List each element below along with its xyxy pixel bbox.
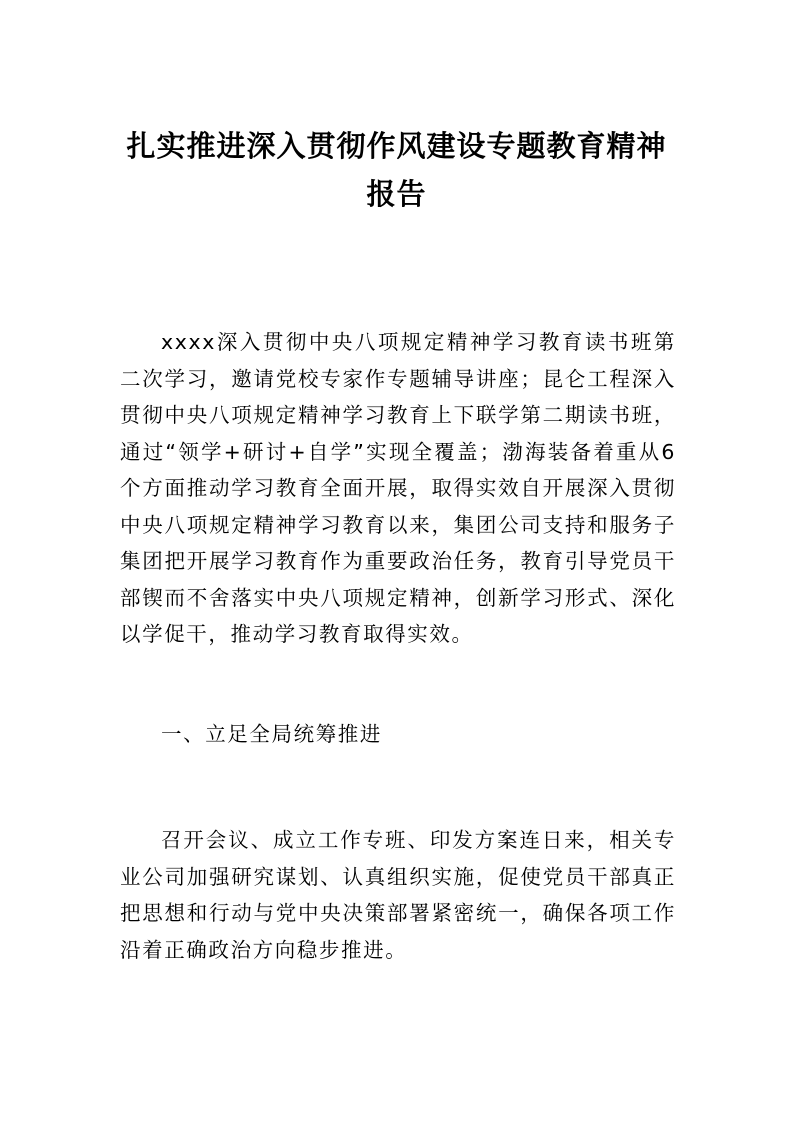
document-title-line-2: 报告	[366, 177, 427, 211]
document-title-line-1: 扎实推进深入贯彻作风建设专题教育精神	[126, 129, 667, 163]
body-paragraph-2: 召开会议、成立工作专班、印发方案连日来，相关专业公司加强研究谋划、认真组织实施，促使党员干部真正把思想和行动与党中央决策部署紧密统一，确保各项工作沿着正确政治方向稳步推进。	[120, 828, 676, 962]
section-heading-1: 一、立足全局统筹推进	[161, 722, 382, 746]
body-paragraph-1: xxxx深入贯彻中央八项规定精神学习教育读书班第二次学习，邀请党校专家作专题辅导讲座；昆仑工程深入贯彻中央八项规定精神学习教育上下联学第二期读书班，通过“领学+研讨+自学”实现全覆盖；渤海装备着重从6个方面推动学习教育全面开展，取得实效自开展深入贯彻中央八项规定精神学习教育以来，集团公司支持和服务子集团把开展学习教育作为重要政治任务，教育引导党员干部锲而不舍落实中央八项规定精神，创新学习形式、深化以学促干，推动学习教育取得实效。	[120, 330, 676, 646]
